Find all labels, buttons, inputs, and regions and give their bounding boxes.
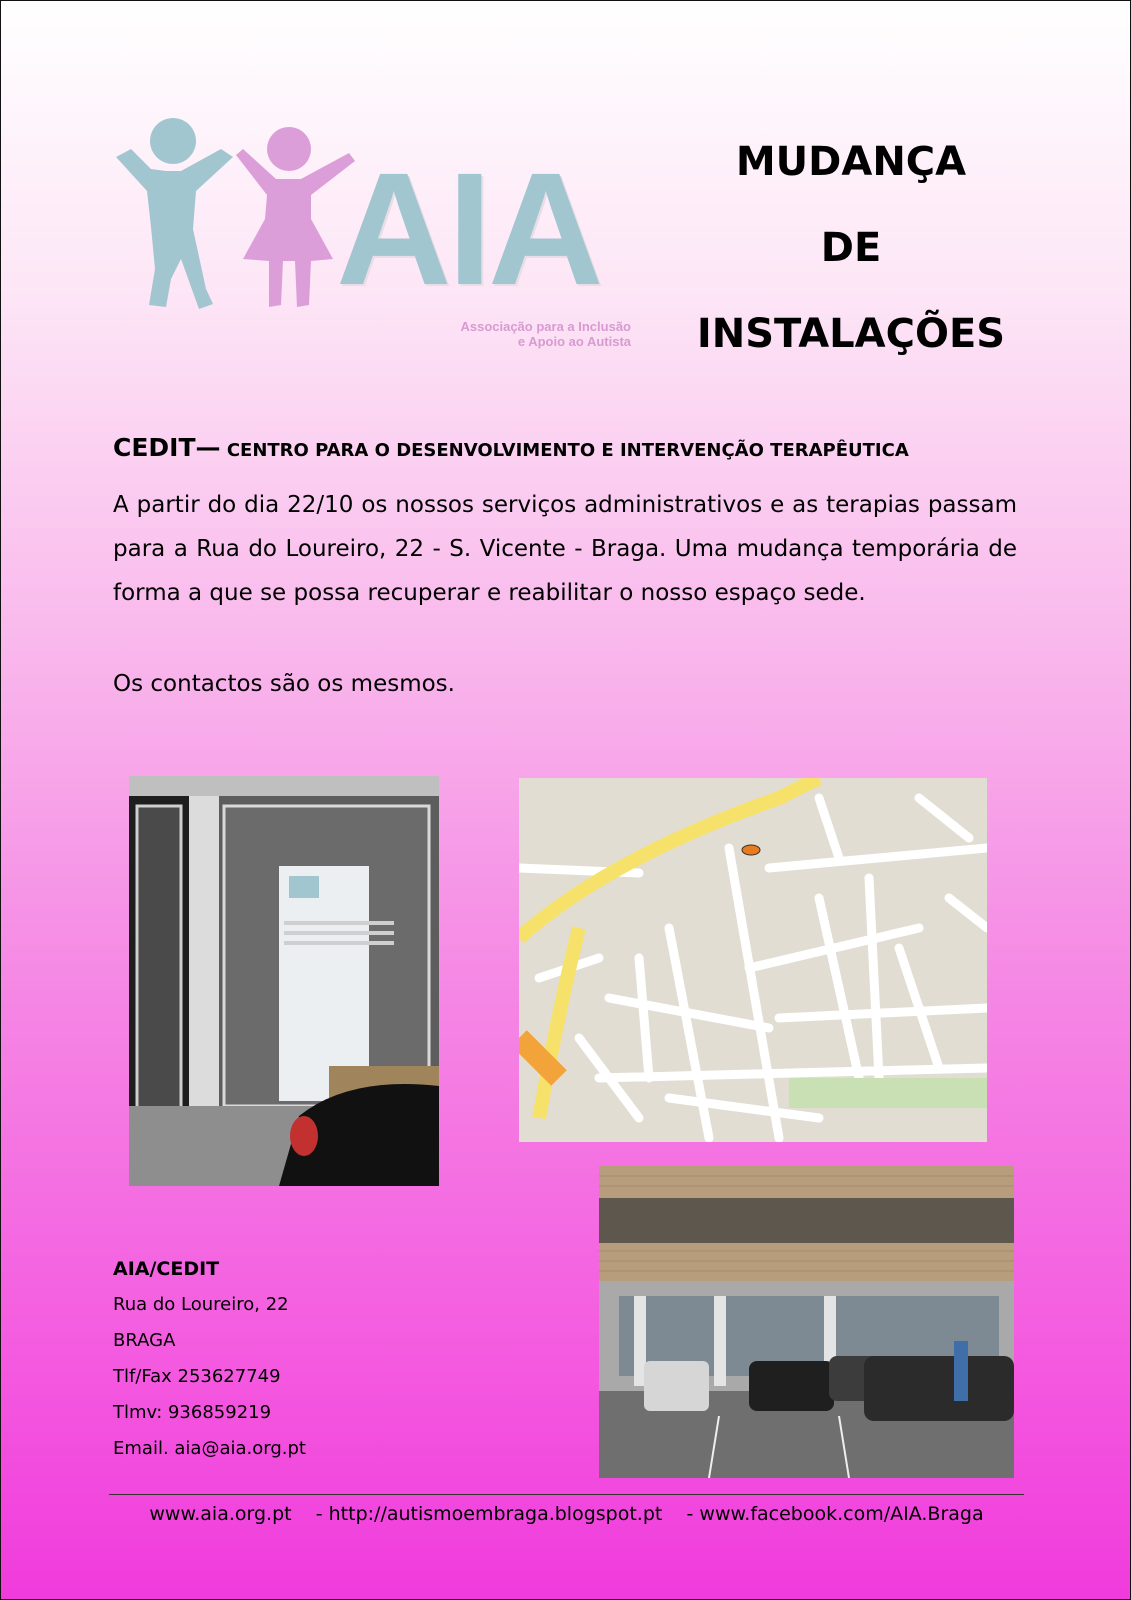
footer-links: www.aia.org.pt - http://autismoembraga.blogspot.pt - www.facebook.com/AIA.Braga: [149, 1503, 984, 1525]
announcement-paragraph: A partir do dia 22/10 os nossos serviços administrativos e as terapias passam para a Rua do Loureiro, 22 - S. Vicente - Braga. Uma mudança temporária de forma a que se possa recuperar e reabilitar o nosso espaço sede.: [113, 492, 1017, 606]
title-line-1: MUDANÇA: [735, 139, 967, 185]
aia-logo: [111, 109, 641, 359]
contact-street: Rua do Loureiro, 22: [113, 1294, 289, 1315]
page-title: [661, 119, 1041, 377]
contacts-note: Os contactos são os mesmos.: [113, 671, 455, 697]
logo-subtitle-1: Associação para a Inclusão: [460, 319, 631, 334]
contact-name: AIA/CEDIT: [113, 1258, 220, 1280]
heading-acronym: CEDIT—: [113, 433, 221, 462]
contact-phone: Tlf/Fax 253627749: [113, 1366, 281, 1387]
logo-subtitle-2: e Apoio ao Autista: [517, 334, 631, 349]
logo-wordmark: AIA: [336, 139, 600, 318]
building-photo: [599, 1166, 1014, 1478]
contact-city: BRAGA: [113, 1330, 176, 1351]
title-line-2: DE: [820, 225, 882, 271]
contact-email: Email. aia@aia.org.pt: [113, 1438, 306, 1459]
contact-mobile: Tlmv: 936859219: [113, 1402, 272, 1423]
heading-full: CENTRO PARA O DESENVOLVIMENTO E INTERVENÇÃO TERAPÊUTICA: [220, 440, 909, 461]
contact-info: [113, 1251, 306, 1467]
storefront-photo: [129, 776, 439, 1186]
title-line-3: INSTALAÇÕES: [696, 311, 1006, 357]
section-heading: [113, 433, 909, 462]
footer-divider: [109, 1494, 1024, 1495]
location-map: [519, 778, 987, 1142]
